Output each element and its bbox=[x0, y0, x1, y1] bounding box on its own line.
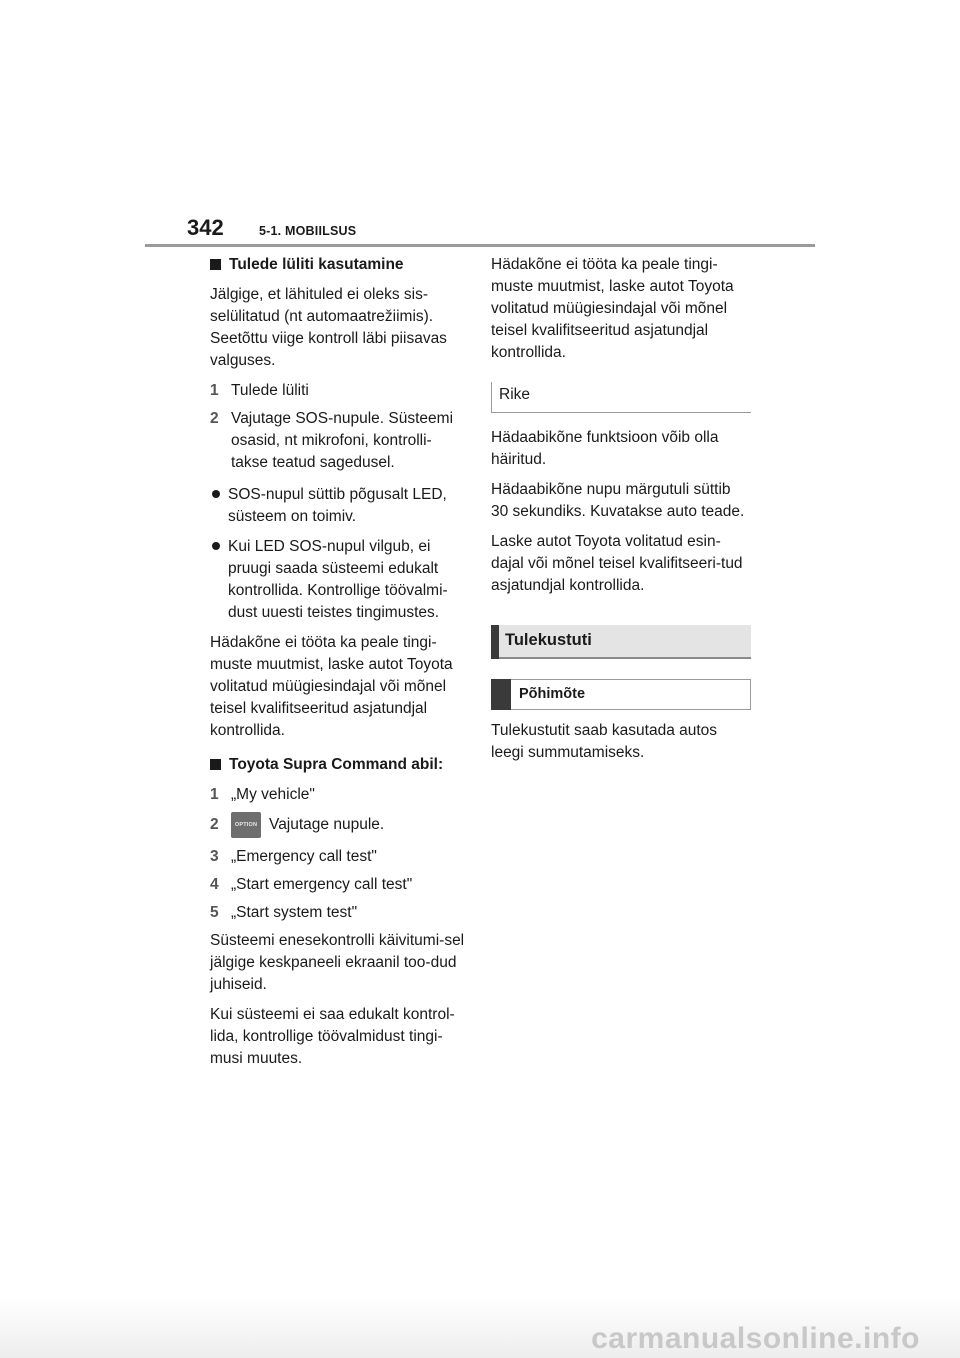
square-bullet-icon bbox=[210, 259, 221, 270]
paragraph: Tulekustutit saab kasutada autos leegi summutamiseks. bbox=[491, 722, 718, 761]
subsection-title: Põhimõte bbox=[519, 686, 586, 702]
header-rule bbox=[145, 244, 815, 247]
step-text: Vajutage nupule. bbox=[269, 816, 385, 833]
bullet-item bbox=[210, 536, 466, 624]
paragraph: Jälgige, et lähituled ei oleks sis-selülitatud (nt automaatrežiimis). Seetõttu viige kontroll läbi piisavas valguses. bbox=[210, 286, 447, 369]
step-number: 3 bbox=[210, 848, 219, 865]
step-number: 1 bbox=[210, 786, 219, 803]
step-text: „My vehicle" bbox=[231, 786, 315, 803]
heading-text: Toyota Supra Command abil: bbox=[229, 756, 444, 773]
section-heading bbox=[210, 254, 466, 276]
page-header bbox=[145, 214, 815, 246]
watermark-text: carmanualsonline.info bbox=[591, 1322, 920, 1355]
step-item bbox=[210, 784, 466, 806]
bullet-dot-icon bbox=[210, 536, 228, 624]
page-number: 342 bbox=[187, 215, 224, 240]
step-number: 2 bbox=[210, 410, 219, 427]
section-title: Tulekustuti bbox=[505, 631, 592, 649]
bullet-item bbox=[210, 484, 466, 528]
step-text: „Emergency call test" bbox=[231, 848, 377, 865]
paragraph: Laske autot Toyota volitatud esin-dajal või mõnel teisel kvalifitseeri-tud asjatundjal kontrollida. bbox=[491, 533, 743, 594]
subsection-heading bbox=[491, 679, 751, 710]
step-number: 2 bbox=[210, 816, 219, 833]
step-item bbox=[210, 902, 466, 924]
step-number: 1 bbox=[210, 382, 219, 399]
paragraph: Hädakõne ei tööta ka peale tingi-muste muutmist, laske autot Toyota volitatud müügiesindajal või mõnel teisel kvalifitseeritud asjatundjal kontrollida. bbox=[491, 256, 734, 361]
paragraph: Hädaabikõne funktsioon võib olla häiritud. bbox=[491, 429, 719, 468]
section-title-bar bbox=[491, 625, 751, 659]
section-heading bbox=[210, 754, 466, 776]
step-number: 5 bbox=[210, 904, 219, 921]
right-column bbox=[491, 254, 751, 772]
step-item bbox=[210, 812, 466, 838]
step-text: „Start emergency call test" bbox=[231, 876, 413, 893]
step-text: „Start system test" bbox=[231, 904, 358, 921]
paragraph: Kui süsteemi ei saa edukalt kontrol-lida, kontrollige töövalmidust tingi-musi muutes. bbox=[210, 1006, 455, 1067]
step-item bbox=[210, 380, 466, 402]
square-bullet-icon bbox=[210, 759, 221, 770]
paragraph: Hädaabikõne nupu märgutuli süttib 30 sekundiks. Kuvatakse auto teade. bbox=[491, 481, 745, 520]
fault-heading bbox=[491, 382, 751, 413]
option-button-icon: OPTION bbox=[231, 812, 261, 838]
step-number: 4 bbox=[210, 876, 219, 893]
chapter-title: 5-1. MOBIILSUS bbox=[259, 224, 357, 238]
bullet-text: SOS-nupul süttib põgusalt LED, süsteem on toimiv. bbox=[228, 486, 447, 525]
step-text: Vajutage SOS-nupule. Süsteemi osasid, nt mikrofoni, kontrolli-takse teatud sagedusel. bbox=[231, 410, 454, 471]
paragraph: Hädakõne ei tööta ka peale tingi-muste muutmist, laske autot Toyota volitatud müügiesindajal või mõnel teisel kvalifitseeritud asjatundjal kontrollida. bbox=[210, 634, 453, 739]
left-column bbox=[210, 254, 466, 1078]
step-item bbox=[210, 874, 466, 896]
fault-heading-text: Rike bbox=[499, 386, 531, 403]
bullet-text: Kui LED SOS-nupul vilgub, ei pruugi saada süsteemi edukalt kontrollida. Kontrollige töövalmi-dust uuesti teistes tingimustes. bbox=[228, 538, 448, 621]
step-text: Tulede lüliti bbox=[231, 382, 309, 399]
bullet-dot-icon bbox=[210, 484, 228, 528]
step-item bbox=[210, 408, 466, 474]
heading-text: Tulede lüliti kasutamine bbox=[229, 256, 404, 273]
paragraph: Süsteemi enesekontrolli käivitumi-sel jälgige keskpaneeli ekraanil too-dud juhiseid. bbox=[210, 932, 465, 993]
step-item bbox=[210, 846, 466, 868]
watermark bbox=[0, 1298, 960, 1358]
